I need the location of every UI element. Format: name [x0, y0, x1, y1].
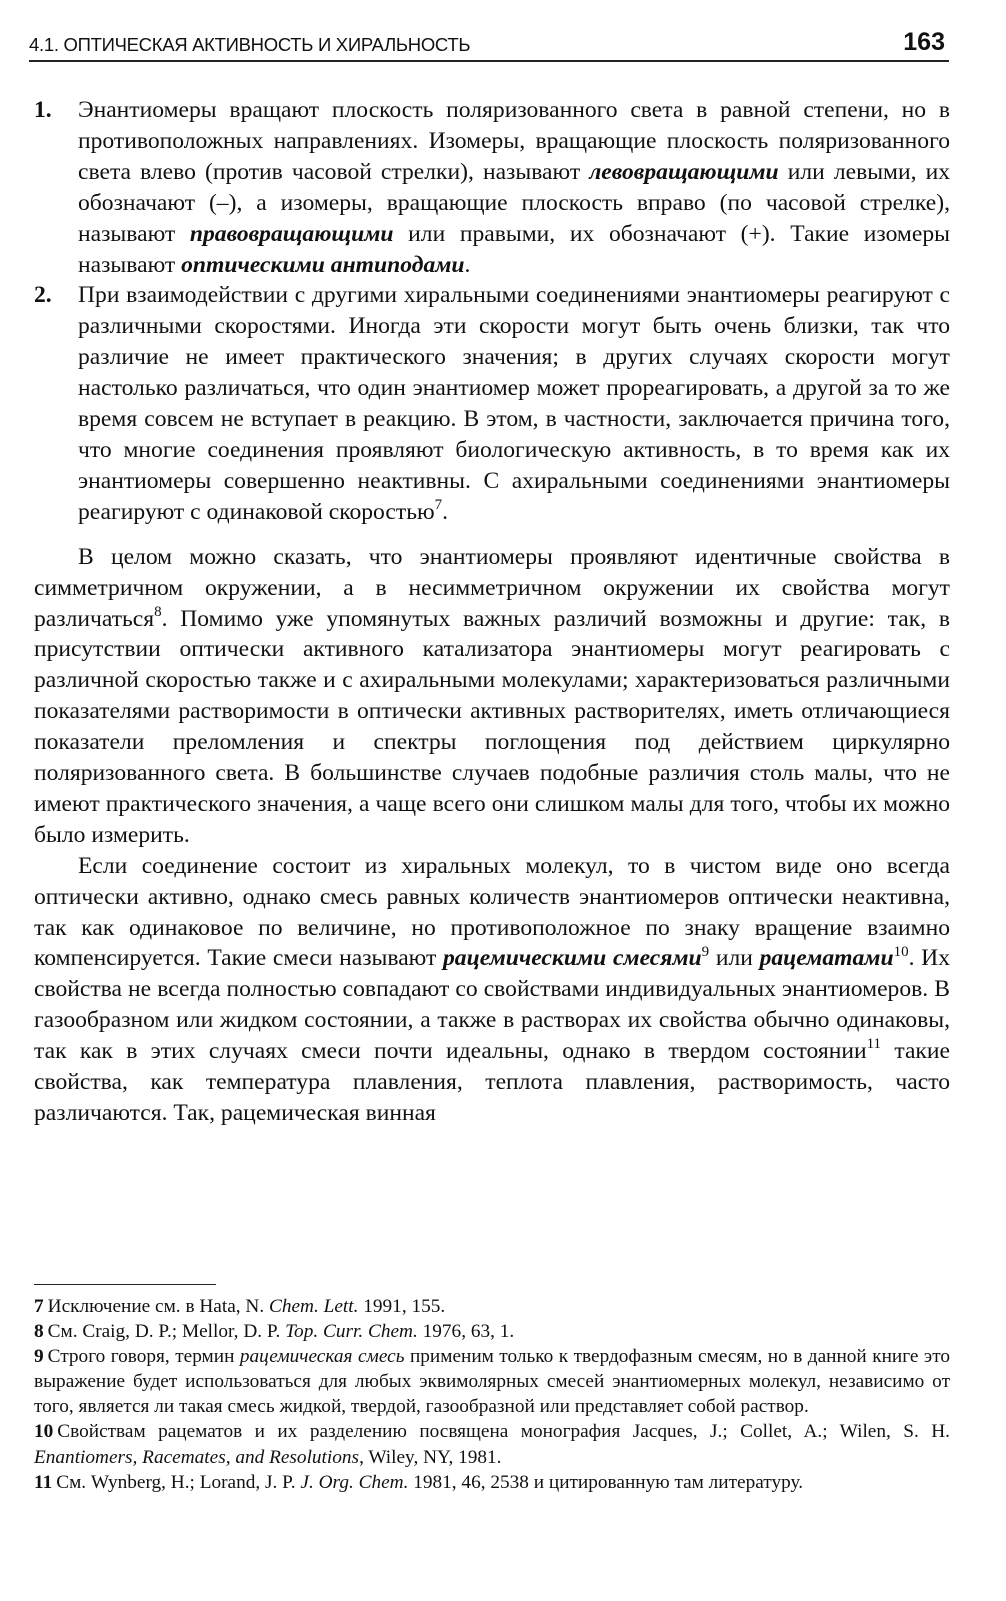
- list-item: [34, 95, 950, 280]
- page-header: [29, 20, 949, 62]
- footnote: [34, 1344, 950, 1419]
- page-number: 163: [903, 28, 945, 56]
- text-run: .: [442, 498, 449, 525]
- term: рацемическими смесями: [443, 945, 702, 972]
- footnote-ref: 7: [434, 496, 443, 513]
- term: рацематами: [759, 945, 894, 972]
- text-run: В целом можно сказать, что энантиомеры проявляют идентичные свойства в симметричном окружении, а в несимметричном окружении их свойства могут различаться: [34, 543, 950, 632]
- text-run: или левыми, их обозначают (–), а изомеры, вращающие плоскость вправо (по часовой стрелке), называют: [78, 158, 950, 247]
- citation-italic: Chem. Lett.: [268, 1296, 359, 1317]
- footnote-number: 7: [34, 1296, 44, 1317]
- footnote: [34, 1470, 950, 1495]
- footnote: [34, 1319, 950, 1344]
- footnote-ref: 11: [866, 1036, 882, 1053]
- footnote: [34, 1419, 950, 1469]
- text-run: такие свойства, как температура плавления, теплота плавления, растворимость, часто различаются. Так, рацемическая винная: [34, 1038, 950, 1126]
- term: оптическими антиподами: [181, 251, 465, 278]
- footnote: [34, 1294, 950, 1319]
- text-run: При взаимодействии с другими хиральными соединениями энантиомеры реагируют с различными скоростями. Иногда эти скорости могут быть очень близки, так что различие не имеет практического значения; в других случаях скорости могут настолько различаться, что один энантиомер может прореагировать, а другой за то же время совсем не вступает в реакцию. В этом, в частности, заключается причина того, что многие соединения проявляют биологическую активность, в то время как их энантиомеры совершенно неактивны. С ахиральными соединениями энантиомеры реагируют с одинаковой скоростью: [78, 282, 950, 525]
- footnote-ref: 10: [893, 943, 909, 960]
- paragraph: [34, 542, 950, 851]
- text-run: . Помимо уже упомянутых важных различий возможны и другие: так, в присутствии оптически активного катализатора энантиомеры могут реагировать с различной скоростью также и с ахиральными молекулами; характеризоваться различными показателями растворимости в оптически активных растворителях, иметь отличающиеся показатели преломления и спектры поглощения под действием циркулярно поляризованного света. В большинстве случаев подобные различия столь малы, что не имеют практического значения, а чаще всего они слишком малы для того, чтобы их можно было измерить.: [34, 605, 950, 848]
- text-run: Исключение см. в Hata, N.: [47, 1296, 269, 1317]
- list-number: 2.: [34, 282, 52, 309]
- numbered-list: [34, 95, 950, 528]
- text-run: Энантиомеры вращают плоскость поляризованного света в равной степени, но в противоположных направлениях. Изомеры, вращающие плоскость поляризованного света влево (против часовой стрелки), называют: [78, 97, 950, 185]
- footnote-number: 8: [34, 1321, 44, 1343]
- text-run: См. Wynberg, H.; Lorand, J. P.: [56, 1471, 301, 1493]
- footnotes: [34, 1294, 950, 1495]
- text-run: .: [464, 251, 471, 278]
- footnote-number: 11: [34, 1471, 53, 1493]
- text-run: 1991, 155.: [358, 1296, 446, 1317]
- citation-italic: Enantiomers, Racemates, and Resolutions: [34, 1446, 360, 1468]
- text-run: или правыми, их обозначают (+). Такие изомеры называют: [78, 220, 950, 278]
- text-run: См. Craig, D. P.; Mellor, D. P.: [47, 1321, 286, 1343]
- list-item: [34, 280, 950, 527]
- running-head: 4.1. ОПТИЧЕСКАЯ АКТИВНОСТЬ И ХИРАЛЬНОСТЬ: [29, 34, 471, 55]
- text-run: применим только к твердофазным смесям, но в данной книге это выражение будет использоваться для любых эквимолярных смесей энантиомерных молекул, независимо от того, является ли такая смесь жидкой, твердой, газообразной или представляет собой раствор.: [34, 1346, 951, 1418]
- text-run: Свойствам рацематов и их разделению посвящена монография Jacques, J.; Collet, A.; Wilen, S. H.: [57, 1421, 950, 1443]
- text-run: , Wiley, NY, 1981.: [359, 1446, 502, 1468]
- footnote-number: 10: [34, 1421, 54, 1443]
- paragraph: [34, 851, 950, 1129]
- text-run: 1981, 46, 2538 и цитированную там литературу.: [408, 1471, 804, 1493]
- term: левовращающими: [589, 158, 779, 185]
- text-run: . Их свойства не всегда полностью совпадают со свойствами индивидуальных энантиомеров. В газообразном или жидком состоянии, а также в растворах их свойства обычно одинаковы, так как в этих случаях смеси почти идеальны, однако в твердом состоянии: [34, 945, 950, 1065]
- footnote-rule: [34, 1284, 216, 1285]
- text-run: Строго говоря, термин: [47, 1346, 240, 1368]
- text-run: Если соединение состоит из хиральных молекул, то в чистом виде оно всегда оптически активно, однако смесь равных количеств энантиомеров оптически неактивна, так как одинаковое по величине, но противоположное по знаку вращение взаимно компенсируется. Такие смеси называют: [34, 852, 950, 972]
- citation-italic: J. Org. Chem.: [300, 1471, 409, 1493]
- citation-italic: рацемическая смесь: [239, 1346, 405, 1368]
- main-text: [34, 95, 950, 1129]
- list-number: 1.: [34, 97, 52, 123]
- term: правовращающими: [189, 220, 394, 247]
- text-run: 1976, 63, 1.: [417, 1321, 515, 1343]
- footnote-number: 9: [34, 1346, 44, 1368]
- text-run: или: [709, 945, 760, 972]
- footnote-ref: 9: [701, 943, 710, 960]
- footnote-ref: 8: [154, 603, 162, 620]
- citation-italic: Top. Curr. Chem.: [285, 1321, 418, 1343]
